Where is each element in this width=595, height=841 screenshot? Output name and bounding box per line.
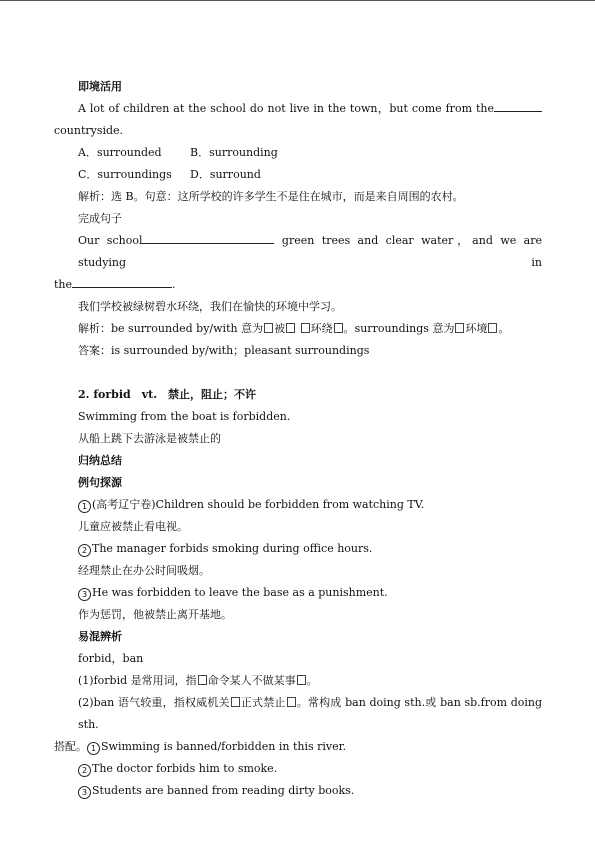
circled-number: 2 (78, 544, 91, 557)
example-translation-3: 作为惩罚，他被禁止离开基地。 (78, 608, 232, 621)
question-1-line-1: A lot of children at the school do not live in the town，but come from the (54, 98, 542, 120)
word-title-forbid: 2. forbid vt. 禁止，阻止；不许 (78, 388, 257, 401)
quote-mark-box (297, 675, 306, 685)
example-chinese: 从船上跳下去游泳是被禁止的 (78, 432, 221, 445)
confusion-heading: 易混辨析 (78, 630, 122, 643)
analysis-2: 解析：be surrounded by/with 意为 被 环绕 。surroundings 意为 环境 。 (78, 322, 510, 335)
section-spacer (54, 362, 542, 384)
quote-mark-box (455, 323, 464, 333)
option-a: A．surrounded (78, 146, 162, 159)
word-pair: forbid，ban (78, 652, 144, 665)
circled-number: 1 (78, 500, 91, 513)
options-row-2 (54, 164, 542, 186)
ban-example-3: 3 Students are banned from reading dirty books. (54, 780, 542, 802)
quote-mark-box (198, 675, 207, 685)
circled-number: 3 (78, 588, 91, 601)
option-b: B．surrounding (190, 146, 278, 159)
option-d: D．surround (190, 168, 261, 181)
quote-mark-box (264, 323, 273, 333)
circled-number: 1 (87, 742, 100, 755)
quote-mark-box (488, 323, 497, 333)
distinction-ban-line-2: 搭配。 1 Swimming is banned/forbidden in this river. (54, 740, 347, 753)
distinction-ban-line-1: (2)ban 语气较重，指权威机关 正式禁止 。常构成 ban doing sth.或 ban sb.from doing sth. (78, 696, 543, 731)
options-row-1 (54, 142, 542, 164)
quote-mark-box (334, 323, 343, 333)
quote-mark-box (287, 697, 296, 707)
example-translation-2: 经理禁止在办公时间吸烟。 (78, 564, 210, 577)
example-translation-1: 儿童应被禁止看电视。 (78, 520, 188, 533)
missing-glyph-box (286, 323, 295, 333)
missing-glyph-box (301, 323, 310, 333)
answer-blank (142, 231, 274, 244)
answer-line: 答案：is surrounded by/with；pleasant surroundings (78, 344, 370, 357)
example-source-heading: 例句探源 (78, 476, 122, 489)
example-sentence-1: 1 (高考辽宁卷)Children should be forbidden from watching TV. (54, 494, 542, 516)
example-sentence-3: 3 He was forbidden to leave the base as a punishment. (54, 582, 542, 604)
summary-heading: 归纳总结 (78, 454, 122, 467)
question-2-line-2: the . (54, 274, 542, 296)
section-heading-practice: 即境活用 (78, 80, 122, 93)
quote-mark-box (231, 697, 240, 707)
distinction-forbid: (1)forbid 是常用词，指 命令某人不做某事 。 (78, 674, 318, 687)
answer-blank (72, 275, 172, 288)
analysis-1: 解析：选 B。句意：这所学校的许多学生不是住在城市，而是来自周围的农村。 (78, 190, 464, 203)
example-sentence-2: 2 The manager forbids smoking during office hours. (54, 538, 542, 560)
ban-example-2: 2 The doctor forbids him to smoke. (54, 758, 542, 780)
complete-sentence-label: 完成句子 (78, 212, 122, 225)
answer-blank (494, 99, 542, 112)
question-1-line-2: countryside. (54, 124, 124, 137)
question-2-line-1: Our school green trees and clear water，and we are studying in (54, 230, 542, 274)
page-top-border (0, 0, 595, 1)
example-english: Swimming from the boat is forbidden. (78, 410, 291, 423)
circled-number: 2 (78, 764, 91, 777)
document-body (54, 76, 542, 802)
option-c: C．surroundings (78, 168, 172, 181)
question-2-translation: 我们学校被绿树碧水环绕，我们在愉快的环境中学习。 (78, 300, 342, 313)
circled-number: 3 (78, 786, 91, 799)
